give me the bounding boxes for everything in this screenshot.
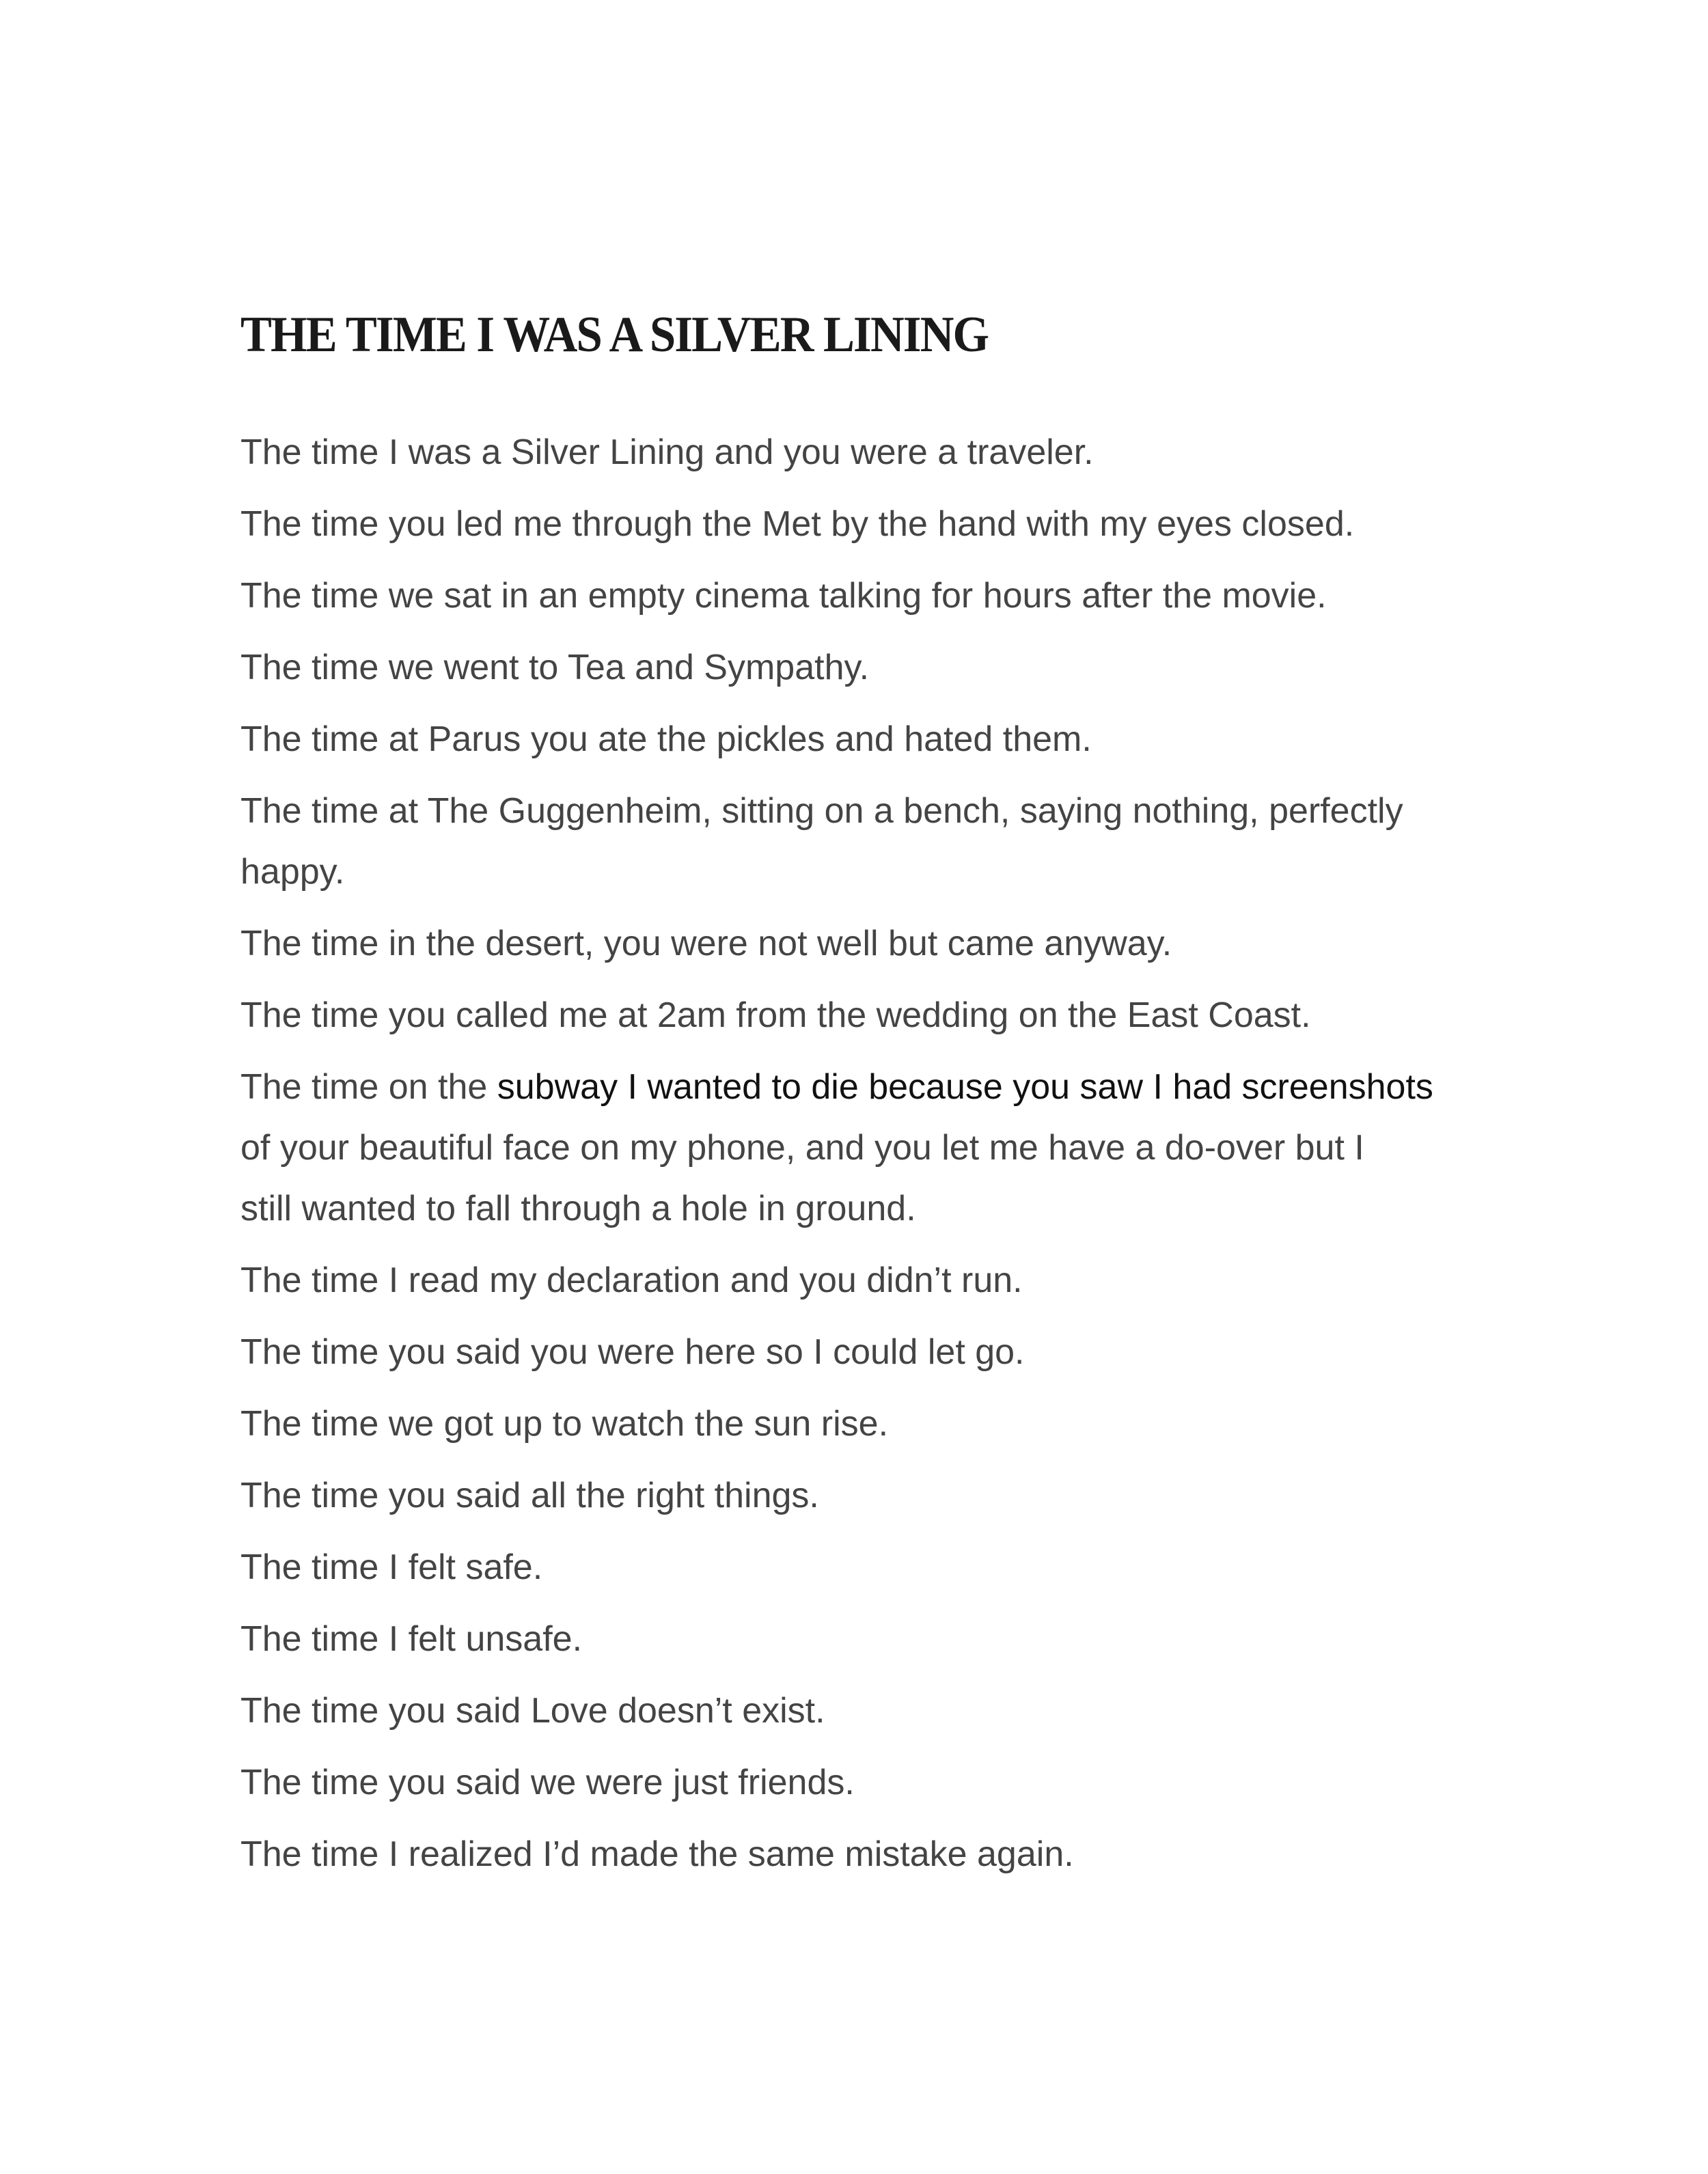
poem-title: THE TIME I WAS A SILVER LINING [240,307,989,363]
poem-line: The time at Parus you ate the pickles and hated them. [240,719,1092,759]
poem-line: The time you led me through the Met by the hand with my eyes closed. [240,504,1355,544]
poem-line: The time you said you were here so I could let go. [240,1332,1025,1372]
poem-line: The time I felt unsafe. [240,1619,583,1659]
poem-line: The time we got up to watch the sun rise. [240,1404,889,1444]
subway-line-dark: subway I wanted to die because you saw I had screenshots [497,1067,1433,1107]
subway-line-rest: of your beautiful face on my phone, and you let me have a do-over but I still wanted to fall through a hole in ground. [240,1128,1364,1228]
poem-line: The time you said all the right things. [240,1476,819,1515]
poem-line: The time you called me at 2am from the wedding on the East Coast. [240,995,1311,1035]
poem-line: The time you said we were just friends. [240,1763,855,1802]
poem-line-subway [240,1057,1539,1239]
poem-line: The time I realized I’d made the same mistake again. [240,1834,1074,1874]
poem-line: The time I felt safe. [240,1547,543,1587]
poem-line: The time in the desert, you were not well but came anyway. [240,924,1172,963]
poem-lines [240,422,1539,1896]
poem-line: The time at The Guggenheim, sitting on a bench, saying nothing, perfectly happy. [240,791,1403,892]
poem-line: The time I was a Silver Lining and you were a traveler. [240,432,1094,472]
poem-line: The time we went to Tea and Sympathy. [240,648,870,687]
poem-line: The time we sat in an empty cinema talking for hours after the movie. [240,576,1327,616]
poem-line: The time I read my declaration and you didn’t run. [240,1261,1023,1300]
poem-line: The time you said Love doesn’t exist. [240,1691,825,1731]
subway-line-start: The time on the [240,1067,497,1107]
